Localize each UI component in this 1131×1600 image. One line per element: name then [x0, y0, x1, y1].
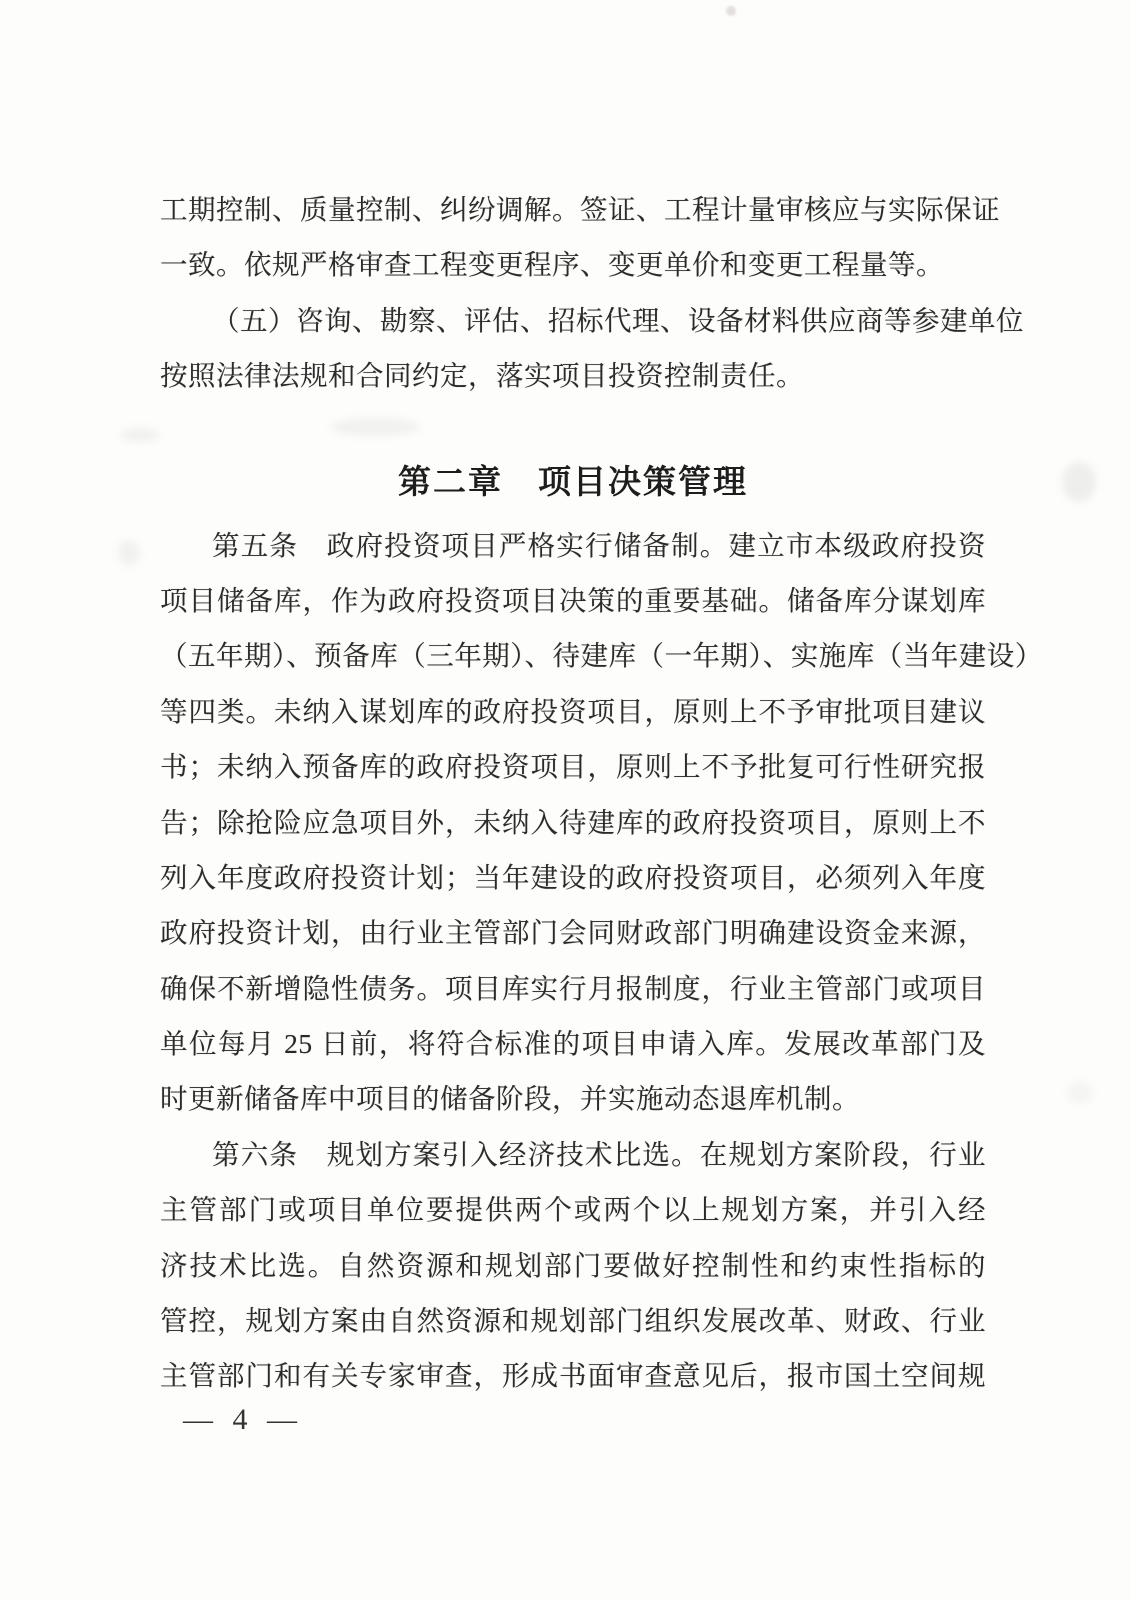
chapter-heading: 第二章 项目决策管理 [398, 462, 748, 500]
text-line: 等四类。未纳入谋划库的政府投资项目，原则上不予审批项目建议 [160, 695, 986, 727]
text-line: 济技术比选。自然资源和规划部门要做好控制性和约束性指标的 [160, 1249, 986, 1281]
text-line: 一致。依规严格审查工程变更程序、变更单价和变更工程量等。 [160, 249, 944, 281]
document-body [160, 182, 1043, 1404]
text-line: 单位每月 25 日前，将符合标准的项目申请入库。发展改革部门及 [160, 1028, 986, 1060]
text-line: 工期控制、质量控制、纠纷调解。签证、工程计量审核应与实际保证 [160, 194, 1000, 225]
text-line: 确保不新增隐性债务。项目库实行月报制度，行业主管部门或项目 [160, 972, 986, 1004]
text-line: 管控，规划方案由自然资源和规划部门组织发展改革、财政、行业 [160, 1305, 986, 1337]
scan-artifact [1066, 1082, 1094, 1104]
text-line: （五）咨询、勘察、评估、招标代理、设备材料供应商等参建单位 [212, 304, 1024, 336]
text-line: 第五条 政府投资项目严格实行储备制。建立市本级政府投资 [212, 529, 986, 561]
text-line: 书；未纳入预备库的政府投资项目，原则上不予批复可行性研究报 [160, 751, 986, 783]
text-line: 主管部门或项目单位要提供两个或两个以上规划方案，并引入经 [160, 1194, 986, 1226]
text-line: 第六条 规划方案引入经济技术比选。在规划方案阶段，行业 [212, 1138, 986, 1170]
text-line: 告；除抢险应急项目外，未纳入待建库的政府投资项目，原则上不 [160, 806, 986, 838]
text-line: 主管部门和有关专家审查，形成书面审查意见后，报市国土空间规 [160, 1360, 986, 1392]
scan-artifact [726, 6, 736, 16]
text-line: 列入年度政府投资计划；当年建设的政府投资项目，必须列入年度 [160, 861, 986, 893]
text-line: 项目储备库，作为政府投资项目决策的重要基础。储备库分谋划库 [160, 584, 986, 616]
text-line: 按照法律法规和合同约定，落实项目投资控制责任。 [160, 360, 804, 392]
text-line: （五年期）、预备库（三年期）、待建库（一年期）、实施库（当年建设） [160, 640, 1043, 672]
scan-artifact [1062, 462, 1096, 502]
scan-artifact [118, 540, 140, 566]
scan-artifact [120, 428, 160, 442]
page-number: — 4 — [183, 1403, 303, 1436]
text-line: 时更新储备库中项目的储备阶段，并实施动态退库机制。 [160, 1083, 860, 1115]
text-line: 政府投资计划，由行业主管部门会同财政部门明确建设资金来源， [160, 917, 986, 949]
